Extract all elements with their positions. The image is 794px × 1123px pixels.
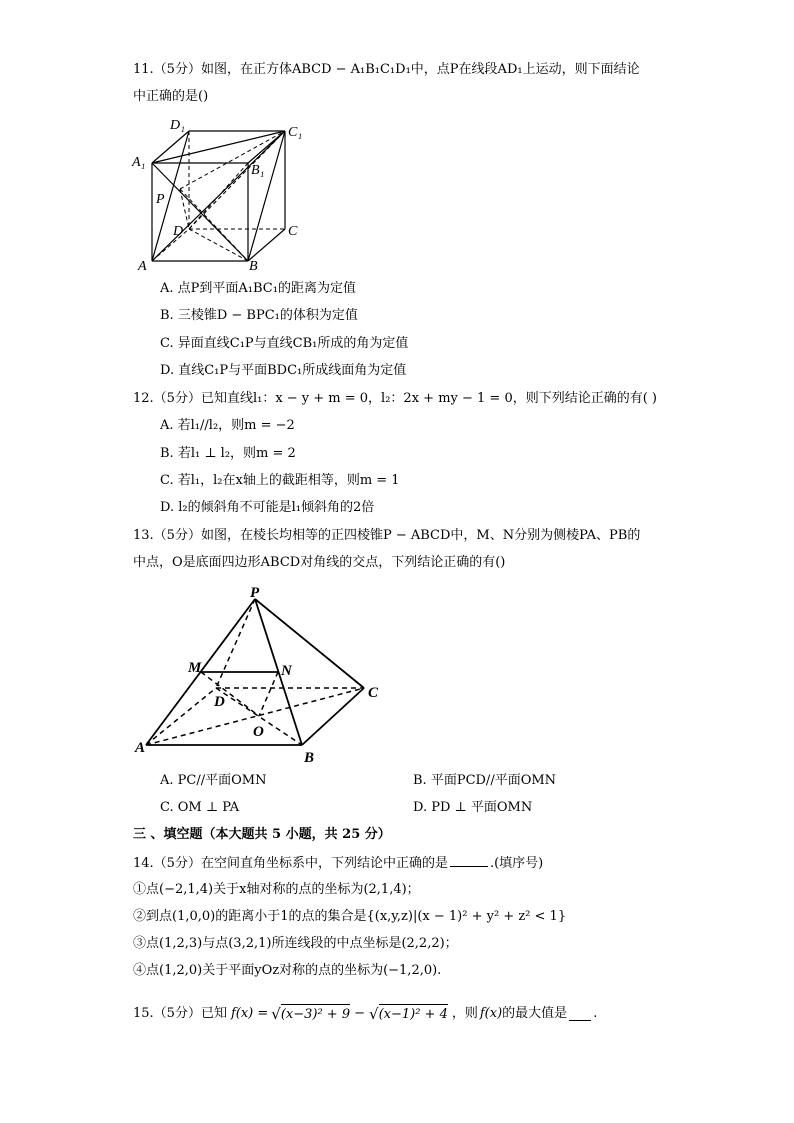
sqrt-icon: √ <box>369 1005 379 1023</box>
q11-option-b: B. 三棱锥D − BPC₁的体积为定值 <box>160 308 358 323</box>
q12-stem: 12.（5分）已知直线l₁：x − y + m = 0，l₂：2x + my − 1 = 0，则下列结论正确的有( ) <box>133 391 657 406</box>
q13-option-d: D. PD ⊥ 平面OMN <box>413 800 533 815</box>
q14-stem-post: .(填序号) <box>489 856 544 871</box>
q13-option-a: A. PC//平面OMN <box>160 773 267 788</box>
label-c1: C₁ <box>288 125 303 140</box>
q11-option-a: A. 点P到平面A₁BC₁的距离为定值 <box>160 281 356 296</box>
label-m: M <box>188 660 202 676</box>
label-c2: C <box>368 685 379 701</box>
q15-stem <box>133 1004 597 1024</box>
label-b1: B₁ <box>251 163 265 178</box>
cube-figure <box>130 112 310 274</box>
q15-suffix-post: . <box>593 1006 598 1021</box>
label-a1: A₁ <box>132 155 146 170</box>
q14-item-3: ③点(1,2,3)与点(3,2,1)所连线段的中点坐标是(2,2,2)； <box>133 936 458 951</box>
label-c: C <box>288 224 298 239</box>
label-d1: D₁ <box>170 118 185 133</box>
q14-answer-blank <box>450 854 488 867</box>
q15-prefix: 15.（5分）已知 <box>133 1006 227 1021</box>
q11-stem-line1: 11.（5分）如图，在正方体ABCD − A₁B₁C₁D₁中，点P在线段AD₁上运动，则下面结论 <box>133 62 640 77</box>
label-b2: B <box>304 750 315 765</box>
label-b: B <box>249 259 258 274</box>
q15-fx2: f(x) <box>479 1006 503 1021</box>
label-o: O <box>253 724 264 740</box>
q15-answer-blank <box>569 1008 591 1021</box>
q15-radicand-2: (x−1)² + 4 <box>379 1004 448 1024</box>
q14-item-2: ②到点(1,0,0)的距离小于1的点的集合是{(x,y,z)|(x − 1)² + y² + z² < 1} <box>133 909 567 924</box>
q15-radicand-1: (x−3)² + 9 <box>281 1004 350 1024</box>
q15-fx: f(x) = <box>230 1006 269 1021</box>
q15-middle: ，则 <box>451 1006 478 1021</box>
label-n: N <box>281 663 292 679</box>
q11-option-d: D. 直线C₁P与平面BDC₁所成线面角为定值 <box>160 363 407 378</box>
label-p: P <box>156 192 165 207</box>
q14-stem-pre: 14.（5分）在空间直角坐标系中，下列结论中正确的是 <box>133 856 448 871</box>
q12-option-c: C. 若l₁，l₂在x轴上的截距相等，则m = 1 <box>160 473 400 488</box>
label-a: A <box>138 259 147 274</box>
q11-stem-line2: 中正确的是() <box>133 89 209 104</box>
pyramid-figure <box>130 580 390 765</box>
label-a2: A <box>135 740 146 756</box>
label-d2: D <box>214 694 225 710</box>
q13-stem-line2: 中点，O是底面四边形ABCD对角线的交点，下列结论正确的有() <box>133 555 506 570</box>
q15-minus: − <box>354 1006 366 1021</box>
q14-stem <box>133 854 543 873</box>
q14-item-4: ④点(1,2,0)关于平面yOz对称的点的坐标为(−1,2,0). <box>133 963 442 978</box>
q12-option-b: B. 若l₁ ⊥ l₂，则m = 2 <box>160 446 296 461</box>
q11-option-c: C. 异面直线C₁P与直线CB₁所成的角为定值 <box>160 336 409 351</box>
q13-stem-line1: 13.（5分）如图，在棱长均相等的正四棱锥P − ABCD中，M、N分别为侧棱PA、PB的 <box>133 528 641 543</box>
sqrt-icon: √ <box>271 1005 281 1023</box>
label-d: D <box>173 224 184 239</box>
label-p2: P <box>250 585 260 601</box>
q14-item-1: ①点(−2,1,4)关于x轴对称的点的坐标为(2,1,4)； <box>133 882 420 897</box>
q12-option-d: D. l₂的倾斜角不可能是l₁倾斜角的2倍 <box>160 500 375 515</box>
section-heading: 三 、填空题（本大题共 5 小题，共 25 分） <box>133 827 391 842</box>
q12-option-a: A. 若l₁//l₂，则m = −2 <box>160 418 295 433</box>
q13-option-b: B. 平面PCD//平面OMN <box>413 773 557 788</box>
q13-option-c: C. OM ⊥ PA <box>160 800 240 815</box>
q15-suffix-pre: 的最大值是 <box>502 1006 568 1021</box>
